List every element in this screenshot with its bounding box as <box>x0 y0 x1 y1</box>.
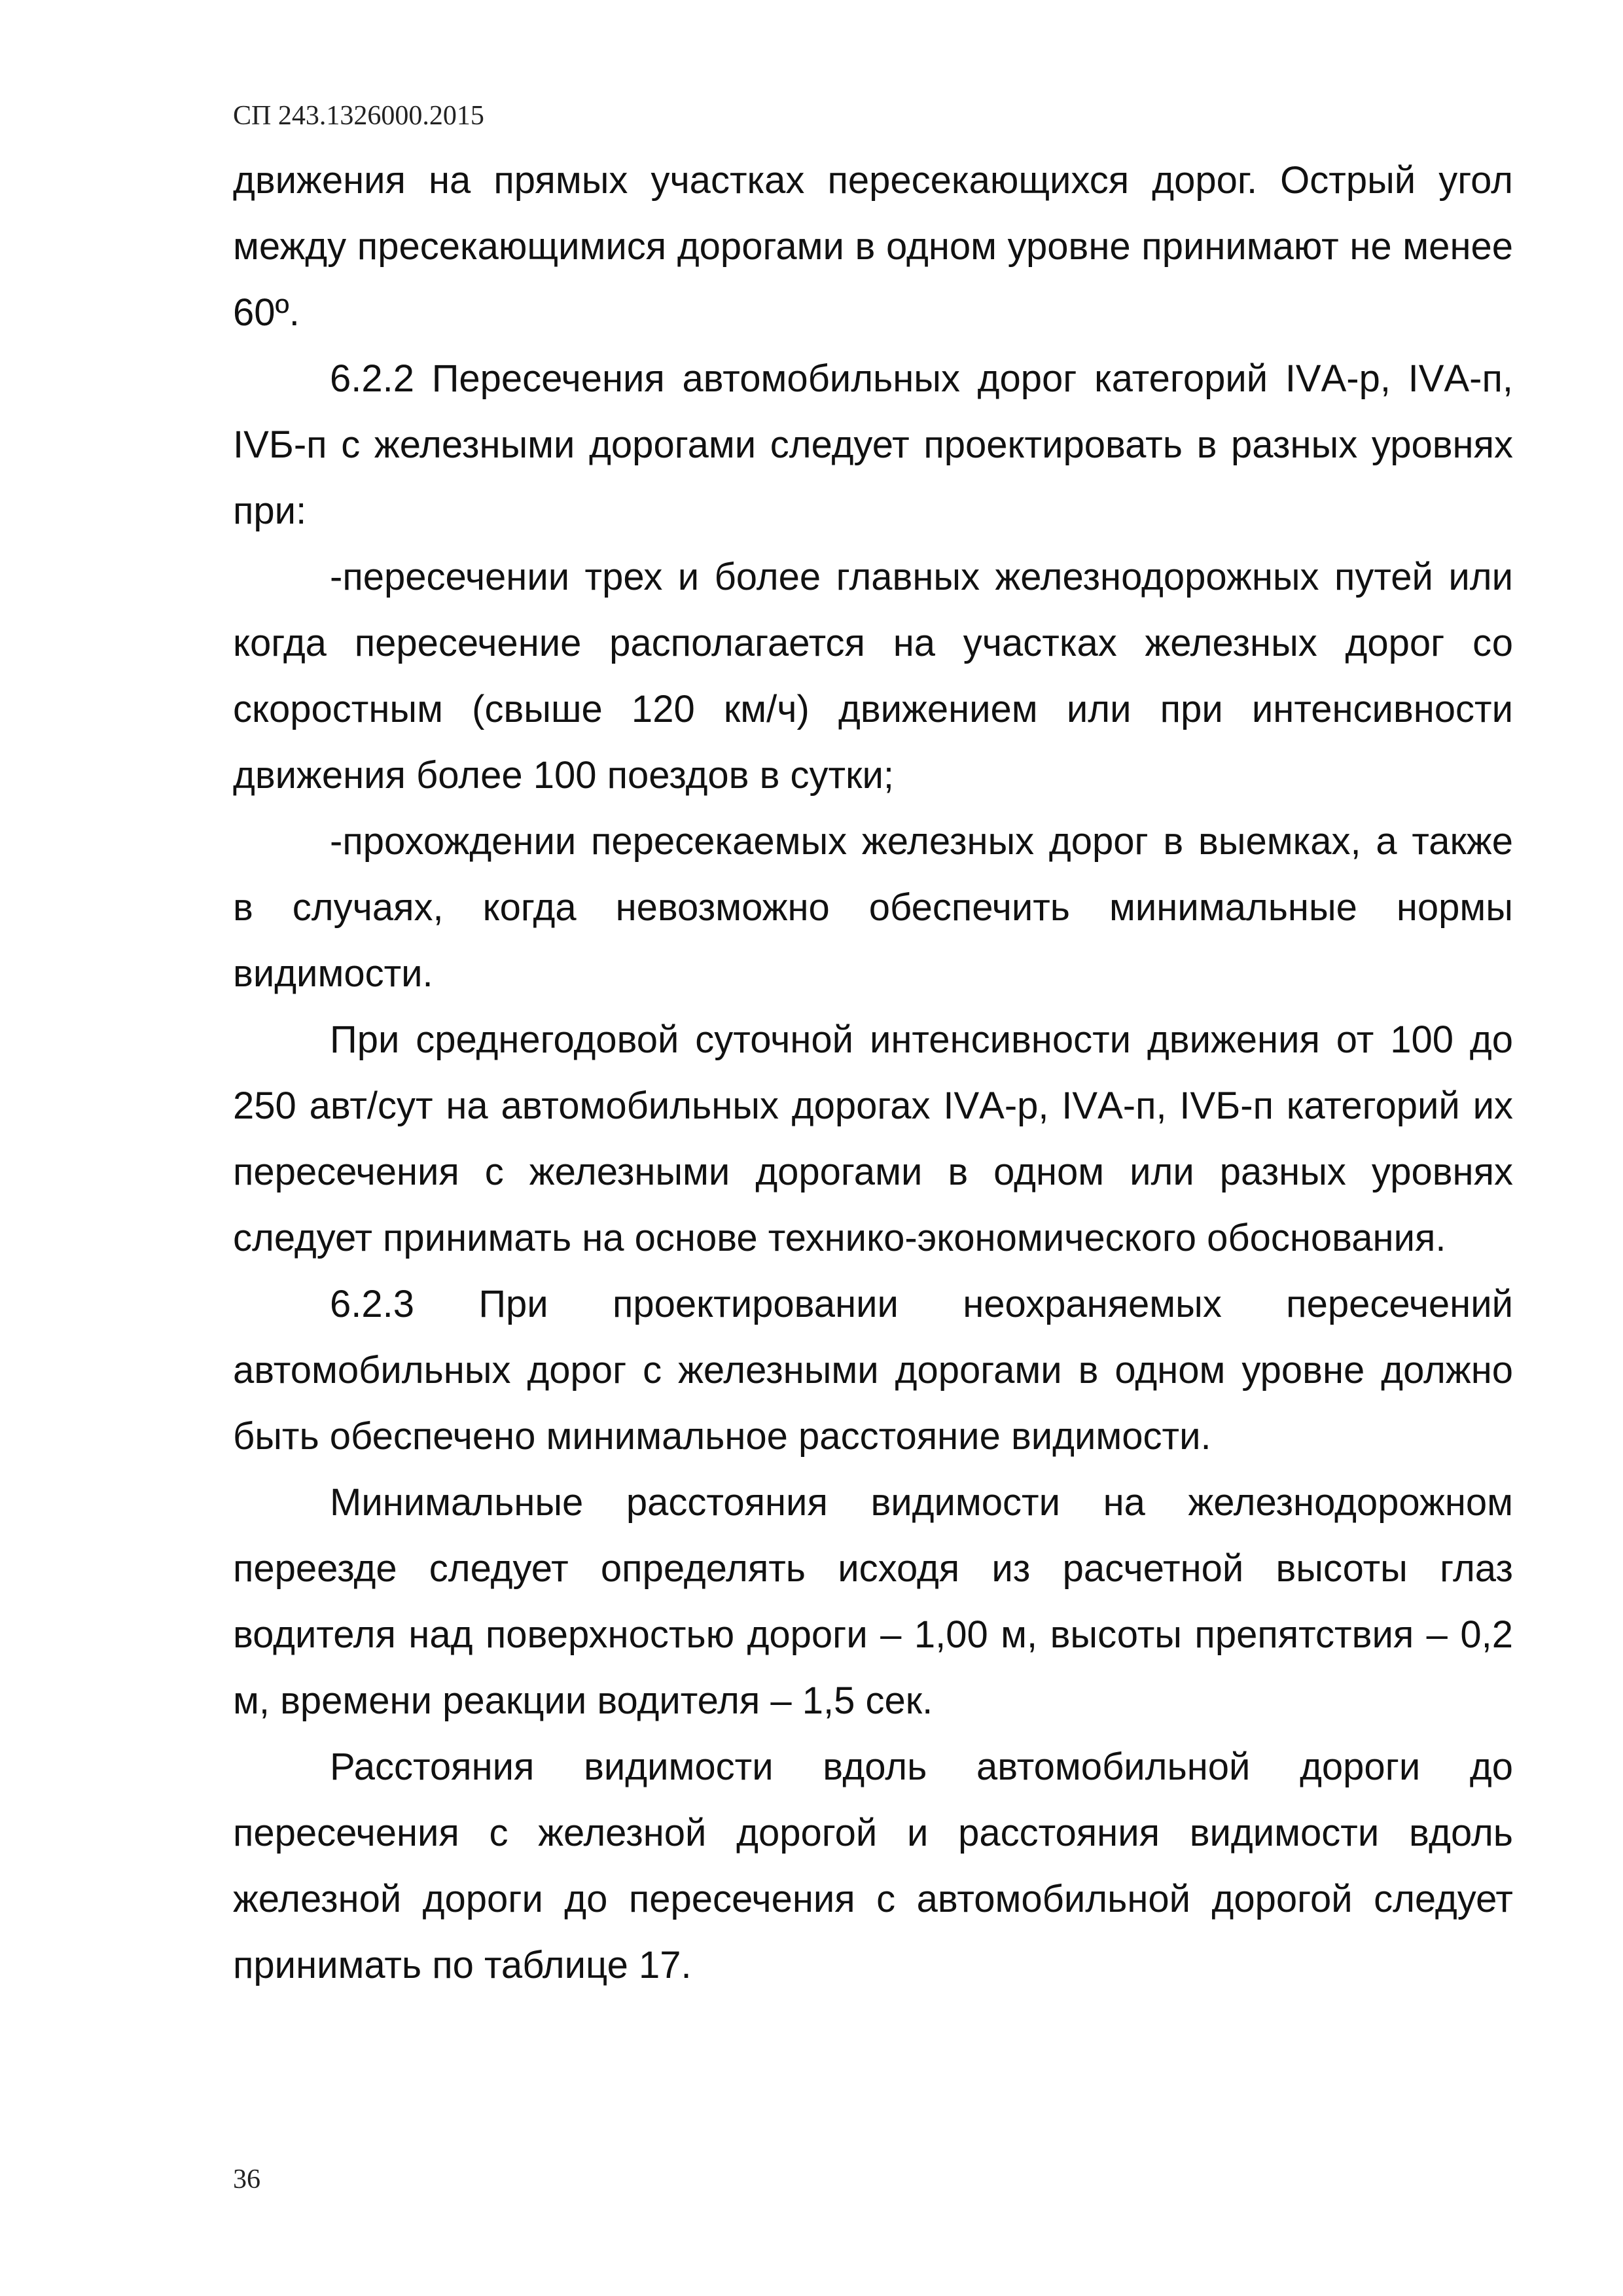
paragraph-continuation: движения на прямых участках пересекающихся дорог. Острый угол между пресекающимися дорогами в одном уровне принимают не менее 60º. <box>233 159 1513 334</box>
paragraph-6-2-3: 6.2.3 При проектировании неохраняемых пересечений автомобильных дорог с железными дорогами в одном уровне должно быть обеспечено минимальное расстояние видимости. <box>233 1283 1513 1458</box>
paragraph-traffic-intensity: При среднегодовой суточной интенсивности движения от 100 до 250 авт/сут на автомобильных дорогах IVА-р, IVА-п, IVБ-п категорий их пересечения с железными дорогами в одном или разных уровнях следует принимать на основе технико-экономического обоснования. <box>233 1018 1513 1259</box>
document-code: СП 243.1326000.2015 <box>233 101 484 131</box>
list-item-cuttings: -прохождении пересекаемых железных дорог в выемках, а также в случаях, когда невозможно обеспечить минимальные нормы видимости. <box>233 820 1513 995</box>
list-item-crossing-tracks: -пересечении трех и более главных железнодорожных путей или когда пересечение располагается на участках железных дорог со скоростным (свыше 120 км/ч) движением или при интенсивности движения более 100 поездов в сутки; <box>233 556 1513 797</box>
paragraph-6-2-2: 6.2.2 Пересечения автомобильных дорог категорий IVА-р, IVА-п, IVБ-п с железными дорогами следует проектировать в разных уровнях при: <box>233 357 1513 532</box>
document-body <box>233 147 1513 1998</box>
paragraph-visibility-table-ref: Расстояния видимости вдоль автомобильной дороги до пересечения с железной дорогой и расстояния видимости вдоль железной дороги до пересечения с автомобильной дорогой следует принимать по таблице 17. <box>233 1746 1513 1986</box>
paragraph-minimum-visibility: Минимальные расстояния видимости на железнодорожном переезде следует определять исходя из расчетной высоты глаз водителя над поверхностью дороги – 1,00 м, высоты препятствия – 0,2 м, времени реакции водителя – 1,5 сек. <box>233 1481 1513 1722</box>
page-number: 36 <box>233 2164 260 2195</box>
